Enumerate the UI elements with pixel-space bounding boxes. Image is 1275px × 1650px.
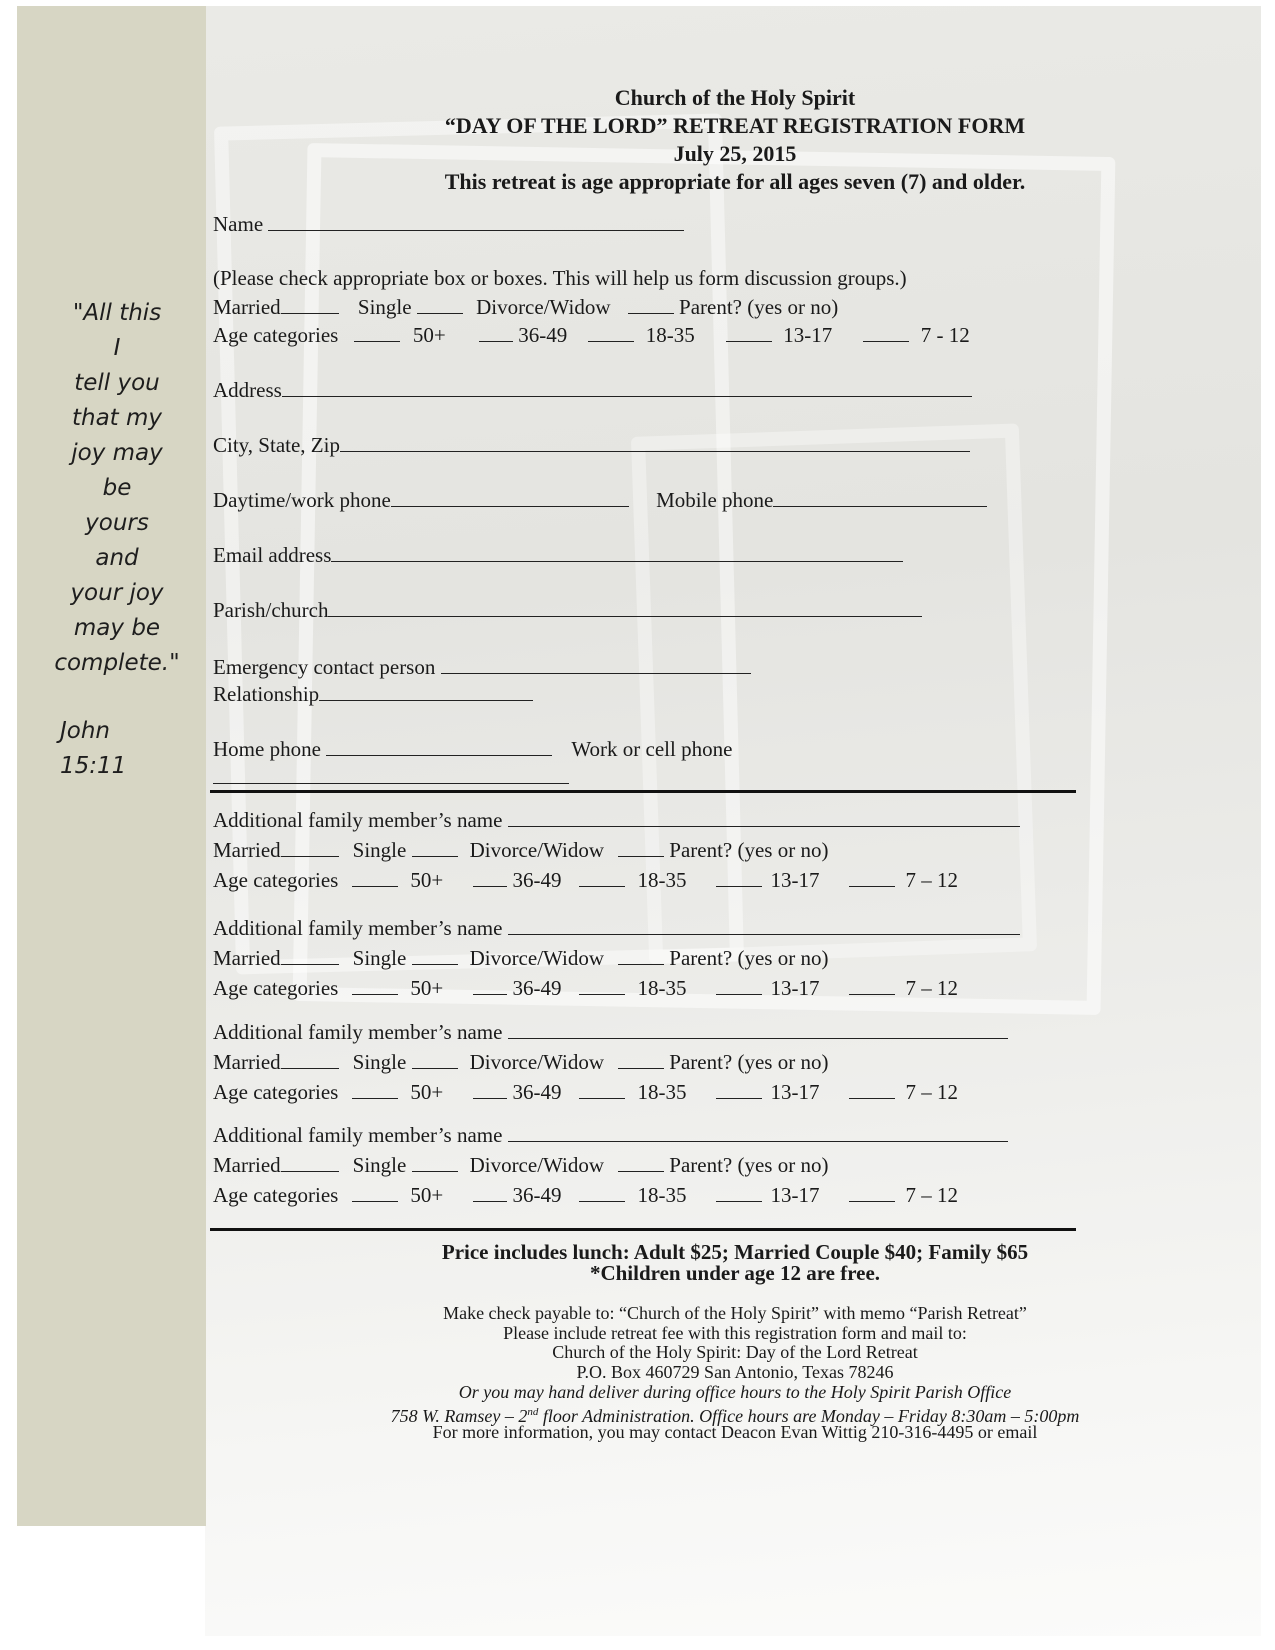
- age-13-label: 13-17: [783, 323, 833, 347]
- parent-label: Parent? (yes or no): [669, 1153, 829, 1177]
- city-row: [213, 431, 970, 458]
- children-free-note: *Children under age 12 are free.: [589, 1261, 881, 1285]
- email-label: Email address: [213, 543, 332, 567]
- single-label: Single: [352, 838, 407, 862]
- age-categories-label: Age categories: [213, 868, 339, 892]
- parent-label: Parent? (yes or no): [669, 838, 829, 862]
- age-13-checkbox[interactable]: [726, 321, 772, 342]
- parish-field[interactable]: [328, 596, 922, 617]
- home-phone-row: [213, 735, 732, 762]
- age-18-label: 18-35: [637, 1080, 687, 1104]
- married-label: Married: [213, 946, 281, 970]
- emergency-row: [213, 653, 751, 680]
- section-divider: [210, 1228, 1076, 1231]
- form-header: [205, 84, 1265, 196]
- relationship-field[interactable]: [319, 680, 533, 701]
- divorce-widow-label: Divorce/Widow: [469, 1153, 605, 1177]
- family-member-status-row: [213, 836, 828, 863]
- age-7-checkbox[interactable]: [849, 1181, 895, 1202]
- age-categories-label: Age categories: [213, 976, 339, 1000]
- age-7-label: 7 – 12: [905, 1183, 958, 1207]
- married-checkbox[interactable]: [281, 944, 339, 965]
- parent-label: Parent? (yes or no): [669, 1050, 829, 1074]
- married-label: Married: [213, 1153, 281, 1177]
- parent-label: Parent? (yes or no): [669, 946, 829, 970]
- age-13-checkbox[interactable]: [716, 866, 762, 887]
- parent-label: Parent? (yes or no): [679, 295, 839, 319]
- age-13-checkbox[interactable]: [716, 974, 762, 995]
- age-7-checkbox[interactable]: [849, 1078, 895, 1099]
- age-36-checkbox[interactable]: [479, 321, 513, 342]
- family-member-name-field[interactable]: [508, 914, 1020, 935]
- age-categories-label: Age categories: [213, 1183, 339, 1207]
- age-50-label: 50+: [410, 868, 444, 892]
- family-member-age-row: [213, 1078, 958, 1105]
- hand-deliver-note: Or you may hand deliver during office hours to the Holy Spirit Parish Office: [458, 1382, 1012, 1402]
- married-label: Married: [213, 838, 281, 862]
- family-member-name-label: Additional family member’s name: [213, 1020, 503, 1044]
- divorce-widow-label: Divorce/Widow: [469, 1050, 605, 1074]
- work-cell-phone-field[interactable]: [213, 763, 569, 784]
- family-member-name-row: [213, 806, 1020, 833]
- single-label: Single: [352, 1153, 407, 1177]
- parish-label: Parish/church: [213, 598, 329, 622]
- single-checkbox[interactable]: [412, 836, 458, 857]
- age-13-checkbox[interactable]: [716, 1078, 762, 1099]
- family-member-name-field[interactable]: [508, 1018, 1008, 1039]
- section-divider: [210, 790, 1076, 793]
- age-18-checkbox[interactable]: [579, 974, 625, 995]
- age-7-checkbox[interactable]: [849, 974, 895, 995]
- age-note: This retreat is age appropriate for all ages seven (7) and older.: [444, 169, 1026, 194]
- age-36-checkbox[interactable]: [473, 1181, 507, 1202]
- age-50-label: 50+: [410, 1183, 444, 1207]
- age-36-label: 36-49: [512, 1183, 562, 1207]
- work-cell-phone-label: Work or cell phone: [571, 737, 733, 761]
- family-member-age-row: [213, 974, 958, 1001]
- contact-info: For more information, you may contact Deacon Evan Wittig 210-316-4495 or email: [432, 1422, 1038, 1442]
- age-50-checkbox[interactable]: [352, 974, 398, 995]
- ordinal-suffix: nd: [527, 1406, 539, 1418]
- age-18-checkbox[interactable]: [579, 866, 625, 887]
- age-18-checkbox[interactable]: [579, 1078, 625, 1099]
- mailing-name: Church of the Holy Spirit: Day of the Lord Retreat: [552, 1342, 918, 1362]
- family-member-name-label: Additional family member’s name: [213, 916, 503, 940]
- relationship-label: Relationship: [213, 682, 320, 706]
- age-13-label: 13-17: [770, 976, 820, 1000]
- email-row: [213, 541, 903, 568]
- age-13-label: 13-17: [770, 1183, 820, 1207]
- relationship-row: [213, 680, 533, 707]
- age-50-checkbox[interactable]: [352, 866, 398, 887]
- family-member-status-row: [213, 944, 828, 971]
- age-18-checkbox[interactable]: [579, 1181, 625, 1202]
- mailing-address: P.O. Box 460729 San Antonio, Texas 78246: [576, 1362, 894, 1382]
- age-13-label: 13-17: [770, 1080, 820, 1104]
- event-date: July 25, 2015: [673, 141, 797, 166]
- married-checkbox[interactable]: [281, 293, 339, 314]
- divorce-widow-checkbox[interactable]: [618, 1151, 664, 1172]
- church-name: Church of the Holy Spirit: [614, 85, 856, 110]
- address-label: Address: [213, 378, 282, 402]
- single-checkbox[interactable]: [412, 1151, 458, 1172]
- home-phone-label: Home phone: [213, 737, 321, 761]
- family-member-status-row: [213, 1048, 828, 1075]
- age-7-label: 7 – 12: [905, 976, 958, 1000]
- divorce-widow-checkbox[interactable]: [618, 1048, 664, 1069]
- age-18-checkbox[interactable]: [588, 321, 634, 342]
- check-instructions: (Please check appropriate box or boxes. This will help us form discussion groups.): [213, 266, 907, 290]
- age-18-label: 18-35: [645, 323, 695, 347]
- family-member-age-row: [213, 866, 958, 893]
- age-row: [213, 321, 970, 348]
- email-field[interactable]: [331, 541, 903, 562]
- age-categories-label: Age categories: [213, 323, 339, 347]
- family-member-name-row: [213, 1121, 1008, 1148]
- age-36-checkbox[interactable]: [473, 866, 507, 887]
- price-info: Price includes lunch: Adult $25; Married Couple $40; Family $65: [441, 1240, 1029, 1264]
- daytime-phone-field[interactable]: [391, 486, 629, 507]
- single-checkbox[interactable]: [412, 944, 458, 965]
- address-field[interactable]: [282, 376, 972, 397]
- mobile-phone-field[interactable]: [773, 486, 987, 507]
- age-13-label: 13-17: [770, 868, 820, 892]
- address-row: [213, 376, 972, 403]
- married-checkbox[interactable]: [281, 836, 339, 857]
- mobile-phone-label: Mobile phone: [656, 488, 774, 512]
- divorce-widow-label: Divorce/Widow: [469, 838, 605, 862]
- phone-row: [213, 486, 987, 513]
- office-address: 758 W. Ramsey – 2: [390, 1406, 528, 1426]
- age-50-checkbox[interactable]: [352, 1181, 398, 1202]
- family-member-name-field[interactable]: [508, 806, 1020, 827]
- age-50-checkbox[interactable]: [352, 1078, 398, 1099]
- office-hours-text: floor Administration. Office hours are Monday – Friday 8:30am – 5:00pm: [538, 1406, 1080, 1426]
- family-member-name-field[interactable]: [508, 1121, 1008, 1142]
- age-50-label: 50+: [412, 323, 446, 347]
- name-row: [213, 210, 684, 237]
- age-18-label: 18-35: [637, 868, 687, 892]
- divorce-widow-label: Divorce/Widow: [469, 946, 605, 970]
- parish-row: [213, 596, 922, 623]
- age-7-checkbox[interactable]: [863, 321, 909, 342]
- age-18-label: 18-35: [637, 1183, 687, 1207]
- age-13-checkbox[interactable]: [716, 1181, 762, 1202]
- age-50-label: 50+: [410, 976, 444, 1000]
- age-36-checkbox[interactable]: [473, 974, 507, 995]
- age-7-checkbox[interactable]: [849, 866, 895, 887]
- city-field[interactable]: [340, 431, 970, 452]
- name-label: Name: [213, 212, 264, 236]
- age-36-label: 36-49: [512, 976, 562, 1000]
- age-36-checkbox[interactable]: [473, 1078, 507, 1099]
- family-member-name-row: [213, 1018, 1008, 1045]
- single-label: Single: [352, 1050, 407, 1074]
- age-36-label: 36-49: [512, 868, 562, 892]
- form-title: “DAY OF THE LORD” RETREAT REGISTRATION FORM: [444, 113, 1026, 138]
- city-label: City, State, Zip: [213, 433, 340, 457]
- single-label: Single: [352, 946, 407, 970]
- emergency-contact-label: Emergency contact person: [213, 655, 436, 679]
- married-label: Married: [213, 1050, 281, 1074]
- sidebar-quote-reference: John 15:11: [60, 718, 127, 779]
- sidebar-quote: "All this I tell you that my joy may be yours and your joy may be complete.": [54, 300, 180, 676]
- age-50-checkbox[interactable]: [354, 321, 400, 342]
- married-checkbox[interactable]: [281, 1048, 339, 1069]
- age-7-label: 7 – 12: [905, 1080, 958, 1104]
- status-row: [213, 293, 838, 320]
- age-50-label: 50+: [410, 1080, 444, 1104]
- age-7-label: 7 – 12: [905, 868, 958, 892]
- single-checkbox[interactable]: [412, 1048, 458, 1069]
- married-label: Married: [213, 295, 281, 319]
- divorce-widow-checkbox[interactable]: [618, 944, 664, 965]
- payment-instructions: Make check payable to: “Church of the Holy Spirit” with memo “Parish Retreat”: [443, 1303, 1027, 1323]
- divorce-widow-checkbox[interactable]: [618, 836, 664, 857]
- family-member-name-row: [213, 914, 1020, 941]
- age-categories-label: Age categories: [213, 1080, 339, 1104]
- divorce-widow-label: Divorce/Widow: [476, 295, 611, 319]
- single-label: Single: [357, 295, 412, 319]
- age-36-label: 36-49: [518, 323, 568, 347]
- family-member-age-row: [213, 1181, 958, 1208]
- mail-instructions: Please include retreat fee with this registration form and mail to:: [503, 1323, 967, 1343]
- age-36-label: 36-49: [512, 1080, 562, 1104]
- age-18-label: 18-35: [637, 976, 687, 1000]
- divorce-widow-checkbox[interactable]: [628, 293, 674, 314]
- age-7-label: 7 - 12: [920, 323, 970, 347]
- family-member-status-row: [213, 1151, 828, 1178]
- name-field[interactable]: [268, 210, 684, 231]
- emergency-contact-field[interactable]: [441, 653, 751, 674]
- work-cell-row: [213, 763, 569, 790]
- married-checkbox[interactable]: [281, 1151, 339, 1172]
- family-member-name-label: Additional family member’s name: [213, 808, 503, 832]
- home-phone-field[interactable]: [326, 735, 552, 756]
- single-checkbox[interactable]: [417, 293, 463, 314]
- family-member-name-label: Additional family member’s name: [213, 1123, 503, 1147]
- daytime-phone-label: Daytime/work phone: [213, 488, 391, 512]
